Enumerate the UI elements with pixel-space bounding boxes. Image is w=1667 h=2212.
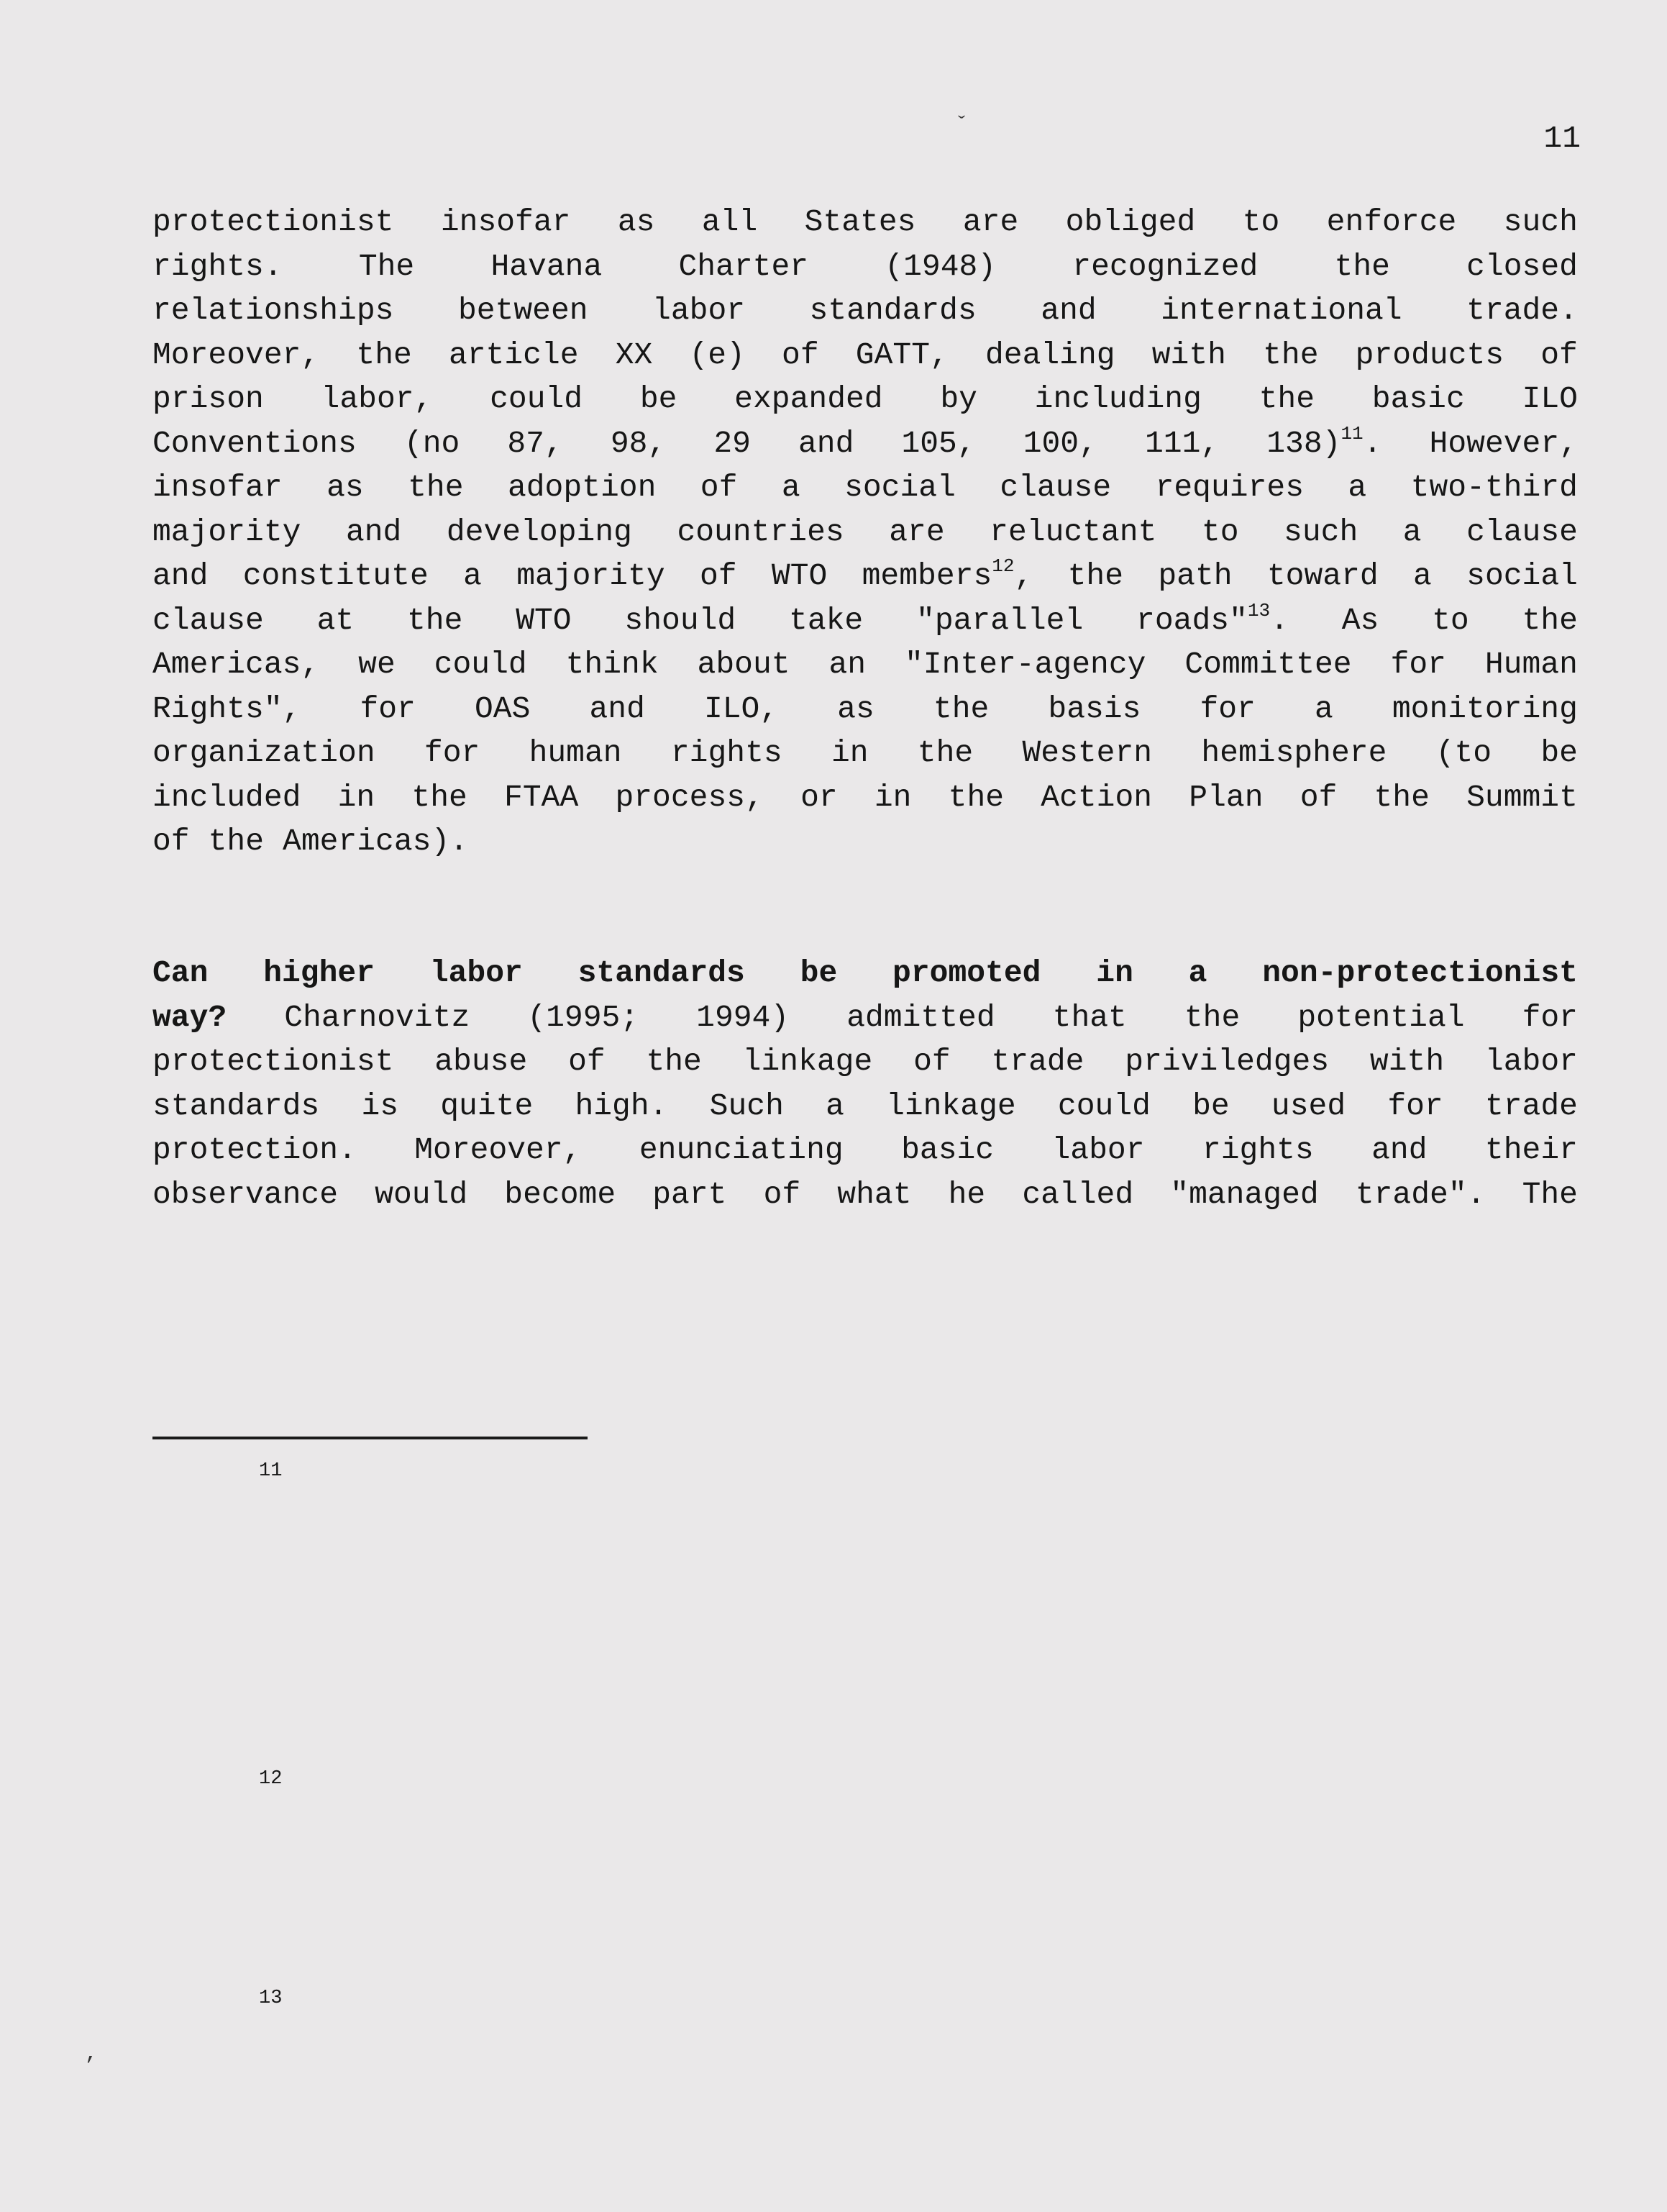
word: basic: [1371, 381, 1465, 417]
footnote-text: [372, 1768, 1581, 1944]
text-line: [372, 1768, 1581, 1812]
page-number: 11: [1543, 121, 1581, 156]
word: However,: [1429, 425, 1578, 461]
word: basis: [1048, 691, 1141, 727]
text-line: [372, 1504, 1581, 1548]
text-line: [152, 465, 1578, 510]
word: members$^{12}$,: [862, 555, 1033, 593]
text-line: [152, 731, 1578, 775]
word: promoted: [892, 955, 1041, 991]
word: for: [1387, 1088, 1443, 1124]
word: 105,: [901, 425, 976, 461]
word: (1948): [885, 248, 997, 284]
word: as: [617, 204, 655, 240]
word: of: [782, 337, 819, 373]
word: dealing: [985, 337, 1115, 373]
word: monitoring: [1392, 691, 1578, 727]
word: be: [639, 381, 677, 417]
word: XX: [615, 337, 653, 373]
word: the: [1522, 602, 1578, 638]
word: be: [800, 955, 838, 991]
word: (1995;: [527, 999, 639, 1035]
word: the: [411, 779, 467, 815]
word: 111,: [1144, 425, 1220, 461]
text-line-with-footnote-11: [152, 422, 1578, 466]
word: the: [646, 1044, 702, 1079]
word: to: [1242, 204, 1280, 240]
word: their: [1484, 1132, 1578, 1168]
word: insofar: [440, 204, 571, 240]
word: would: [375, 1176, 468, 1212]
word: Moreover,: [152, 337, 320, 373]
word: of: [1540, 337, 1578, 373]
word: protection.: [152, 1132, 357, 1168]
word: The: [1522, 1176, 1578, 1212]
word: majority: [152, 514, 301, 550]
word: way?: [152, 999, 227, 1035]
word: trade.: [1466, 293, 1578, 328]
word: a: [1314, 691, 1333, 727]
word: a: [826, 1088, 844, 1124]
word: priviledges: [1125, 1044, 1330, 1079]
text-line: [372, 1636, 1581, 1680]
word: the: [933, 691, 990, 727]
word: linkage: [886, 1088, 1016, 1124]
word: As: [1341, 602, 1379, 638]
word: path: [1158, 558, 1233, 593]
word: WTO: [771, 558, 828, 593]
footnote-reference: 13: [1247, 599, 1271, 622]
word: become: [504, 1176, 616, 1212]
word: the: [408, 470, 464, 505]
word: and: [798, 425, 854, 461]
word: "Inter-agency: [905, 647, 1146, 682]
word: majority: [516, 558, 665, 593]
word: labor: [652, 293, 746, 328]
word: rights: [1202, 1132, 1314, 1168]
word: high.: [575, 1088, 668, 1124]
word: a: [463, 558, 482, 593]
text-line: [152, 996, 1578, 1040]
word: what: [837, 1176, 912, 1212]
word: a: [1188, 955, 1207, 991]
text-line: [152, 642, 1578, 687]
word: and: [1041, 293, 1097, 328]
word: a: [1413, 558, 1432, 593]
word: we: [358, 647, 396, 682]
word: The: [358, 248, 415, 284]
word: linkage: [742, 1044, 873, 1079]
text-line: [372, 2075, 1581, 2119]
word: Can: [152, 955, 209, 991]
word: constitute: [242, 558, 429, 593]
footnote-text: [372, 1460, 1581, 1724]
word: for: [360, 691, 416, 727]
word: basic: [901, 1132, 995, 1168]
word: protectionist: [152, 1044, 394, 1079]
word: 87,: [507, 425, 563, 461]
footnote-number: 13: [259, 1988, 283, 2009]
word: 138)$^{11}$.: [1266, 422, 1382, 461]
word: about: [697, 647, 790, 682]
word: closed: [1466, 248, 1578, 284]
word: clause: [1466, 514, 1578, 550]
word: standards: [809, 293, 977, 328]
word: two-third: [1410, 470, 1578, 505]
word: the: [407, 602, 463, 638]
word: between: [457, 293, 588, 328]
word: 29: [713, 425, 751, 461]
word: GATT,: [855, 337, 949, 373]
word: are: [889, 514, 945, 550]
word: is: [361, 1088, 399, 1124]
word: standards: [152, 1088, 320, 1124]
paragraph-2: [152, 951, 1578, 1216]
word: labor,: [321, 381, 433, 417]
word: trade: [1484, 1088, 1578, 1124]
text-line: [152, 1128, 1578, 1173]
footnote-number: 12: [259, 1768, 283, 1790]
text-line: [152, 1039, 1578, 1084]
word: to: [1432, 602, 1469, 638]
word: article: [448, 337, 579, 373]
word: 1994): [696, 999, 790, 1035]
word: WTO: [516, 602, 572, 638]
word: be: [1192, 1088, 1230, 1124]
word: part: [652, 1176, 727, 1212]
word: a: [1402, 514, 1422, 550]
word: expanded: [734, 381, 883, 417]
word: are: [962, 204, 1019, 240]
word: enunciating: [639, 1132, 844, 1168]
word: at: [316, 602, 355, 638]
word: and: [345, 514, 402, 550]
text-line: [152, 1173, 1578, 1217]
word: be: [1540, 735, 1578, 770]
text-line: [372, 1900, 1581, 1944]
word: insofar: [152, 470, 283, 505]
word: by: [940, 381, 977, 417]
word: ILO,: [703, 691, 779, 727]
word: with: [1369, 1044, 1445, 1079]
text-line: [372, 1548, 1581, 1592]
word: adoption: [507, 470, 657, 505]
word: including: [1034, 381, 1202, 417]
word: (to: [1435, 735, 1492, 770]
word: Charter: [678, 248, 809, 284]
word: and: [1371, 1132, 1428, 1168]
word: labor: [1484, 1044, 1578, 1079]
word: think: [565, 647, 659, 682]
text-line: [152, 510, 1578, 555]
word: social: [844, 470, 956, 505]
word: ILO: [1522, 381, 1578, 417]
word: process,: [615, 779, 764, 815]
word: could: [1057, 1088, 1151, 1124]
word: non-protectionist: [1262, 955, 1578, 991]
paragraph-heading: [152, 951, 1578, 996]
text-line: [152, 687, 1578, 732]
word: for: [1522, 999, 1578, 1035]
text-line-with-footnote-12: [152, 554, 1578, 598]
word: admitted: [846, 999, 995, 1035]
word: Conventions: [152, 425, 357, 461]
footnote-reference: 11: [1341, 422, 1364, 445]
word: used: [1271, 1088, 1346, 1124]
word: of: [913, 1044, 951, 1079]
word: Plan: [1189, 779, 1264, 815]
word: such: [1284, 514, 1358, 550]
word: labor: [429, 955, 523, 991]
word: rights: [670, 735, 782, 770]
word: States: [804, 204, 916, 240]
word: Committee: [1184, 647, 1352, 682]
word: clause: [152, 602, 264, 638]
word: of: [700, 470, 738, 505]
word: hemisphere: [1201, 735, 1387, 770]
word: for: [1390, 647, 1446, 682]
word: in: [1096, 955, 1133, 991]
word: protectionist: [152, 204, 394, 240]
word: and: [152, 558, 209, 593]
text-line: [152, 200, 1578, 245]
word: labor: [1051, 1132, 1145, 1168]
word: 100,: [1023, 425, 1097, 461]
word: 98,: [610, 425, 667, 461]
paragraph-1: [152, 200, 1578, 864]
word: Americas).: [283, 824, 469, 859]
word: (no: [403, 425, 460, 461]
word: take: [789, 602, 864, 638]
word: potential: [1297, 999, 1465, 1035]
word: in: [874, 779, 912, 815]
word: with: [1151, 337, 1226, 373]
word: for: [424, 735, 480, 770]
word: the: [1374, 779, 1430, 815]
word: enforce: [1326, 204, 1457, 240]
word: higher: [263, 955, 375, 991]
text-line: [372, 1680, 1581, 1724]
word: such: [1503, 204, 1578, 240]
word: that: [1052, 999, 1127, 1035]
word: the: [1067, 558, 1124, 593]
word: requires: [1155, 470, 1304, 505]
word: to: [1201, 514, 1239, 550]
word: rights.: [152, 248, 283, 284]
word: (e): [689, 337, 745, 373]
word: Havana: [490, 248, 603, 284]
word: all: [701, 204, 758, 240]
word: a: [781, 470, 800, 505]
word: Americas,: [152, 647, 320, 682]
word: the: [1184, 999, 1241, 1035]
word: clause: [1000, 470, 1112, 505]
text-line: [152, 377, 1578, 422]
word: obliged: [1065, 204, 1196, 240]
word: called: [1022, 1176, 1134, 1212]
text-line: [372, 1592, 1581, 1636]
word: in: [337, 779, 375, 815]
text-line: [152, 775, 1578, 820]
footnote-number: 11: [259, 1460, 283, 1482]
word: the: [208, 824, 265, 859]
word: social: [1466, 558, 1578, 593]
text-line: [372, 2031, 1581, 2075]
word: developing: [446, 514, 632, 550]
word: Western: [1022, 735, 1153, 770]
text-line: [152, 819, 1578, 864]
word: products: [1355, 337, 1504, 373]
word: or: [800, 779, 838, 815]
word: included: [152, 779, 301, 815]
word: the: [356, 337, 412, 373]
text-line: [152, 288, 1578, 333]
word: Moreover,: [414, 1132, 582, 1168]
word: should: [624, 602, 736, 638]
word: of: [763, 1176, 801, 1212]
word: roads"$^{13}$.: [1136, 599, 1289, 638]
word: OAS: [474, 691, 531, 727]
text-line: [152, 1084, 1578, 1129]
word: as: [837, 691, 874, 727]
word: Charnovitz: [284, 999, 470, 1035]
word: Action: [1041, 779, 1153, 815]
word: Summit: [1466, 779, 1578, 815]
word: in: [831, 735, 869, 770]
word: the: [917, 735, 974, 770]
text-line: [152, 245, 1578, 289]
text-line: [372, 1988, 1581, 2031]
word: countries: [677, 514, 844, 550]
word: he: [948, 1176, 986, 1212]
word: quite: [440, 1088, 534, 1124]
word: the: [948, 779, 1005, 815]
word: the: [1263, 337, 1319, 373]
word: recognized: [1072, 248, 1259, 284]
word: reluctant: [990, 514, 1157, 550]
word: could: [434, 647, 527, 682]
word: "parallel: [916, 602, 1084, 638]
word: standards: [577, 955, 745, 991]
word: for: [1200, 691, 1256, 727]
scan-speck: ,: [85, 2042, 99, 2066]
word: trade".: [1355, 1176, 1486, 1212]
word: could: [490, 381, 583, 417]
text-line: [372, 1812, 1581, 1856]
word: the: [1334, 248, 1390, 284]
word: of: [699, 558, 737, 593]
word: international: [1161, 293, 1402, 328]
word: and: [589, 691, 645, 727]
text-line: [372, 1460, 1581, 1504]
footnote-separator: [152, 1437, 588, 1439]
word: the: [1259, 381, 1315, 417]
scan-speck: ˇ: [955, 114, 969, 138]
word: abuse: [434, 1044, 528, 1079]
word: trade: [991, 1044, 1084, 1079]
word: "managed: [1170, 1176, 1319, 1212]
word: a: [1348, 470, 1367, 505]
word: human: [529, 735, 622, 770]
word: Rights",: [152, 691, 301, 727]
word: Such: [709, 1088, 784, 1124]
word: Human: [1484, 647, 1578, 682]
word: relationships: [152, 293, 394, 328]
word: an: [828, 647, 867, 682]
word: of: [568, 1044, 606, 1079]
word: FTAA: [504, 779, 579, 815]
footnote-text: [372, 1988, 1581, 2119]
word: of: [152, 824, 190, 859]
text-line: [372, 1856, 1581, 1900]
word: prison: [152, 381, 264, 417]
footnote-reference: 12: [992, 555, 1015, 577]
text-line: [152, 333, 1578, 378]
text-line-with-footnote-13: [152, 598, 1578, 643]
word: observance: [152, 1176, 339, 1212]
word: toward: [1266, 558, 1379, 593]
word: of: [1300, 779, 1338, 815]
word: as: [326, 470, 364, 505]
word: organization: [152, 735, 375, 770]
